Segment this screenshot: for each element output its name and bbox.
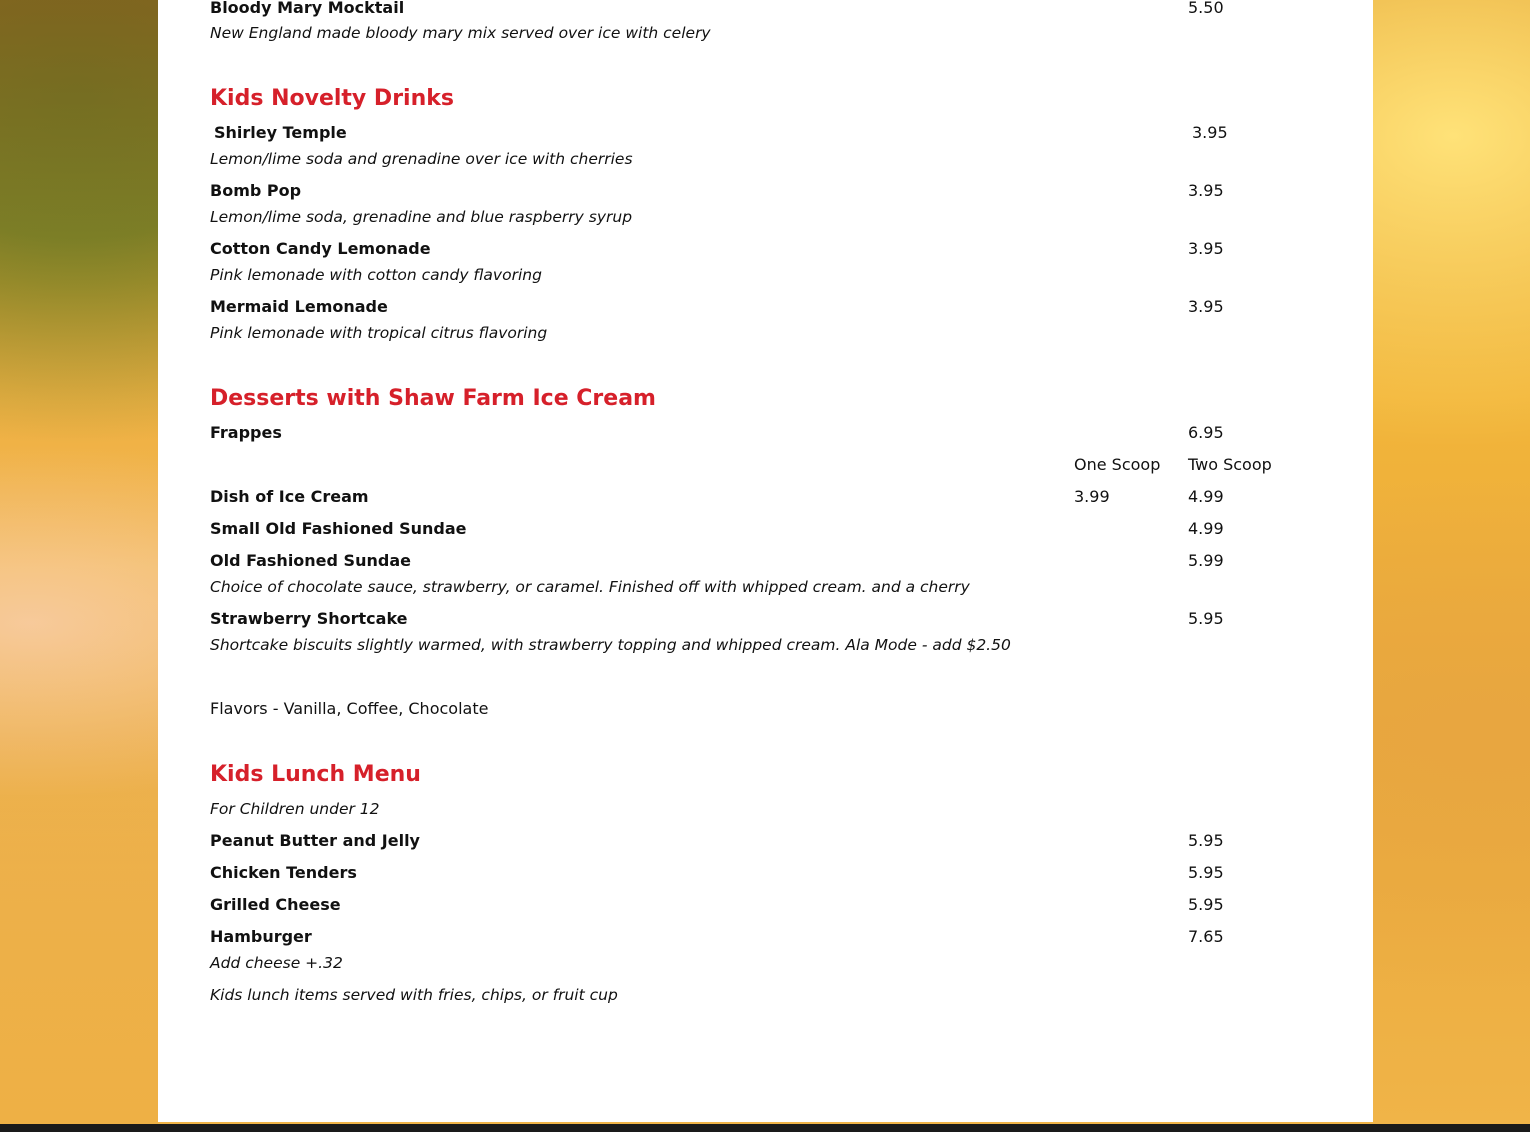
menu-item-price: 3.95 — [1188, 239, 1224, 258]
section-title-desserts: Desserts with Shaw Farm Ice Cream — [210, 386, 656, 411]
menu-item-description: Lemon/lime soda and grenadine over ice with cherries — [210, 150, 633, 168]
menu-item-name: Hamburger — [210, 927, 312, 946]
column-header-two-scoop: Two Scoop — [1188, 455, 1272, 474]
section-subtitle: For Children under 12 — [210, 800, 380, 818]
menu-item-price: 6.95 — [1188, 423, 1224, 442]
menu-item-description: Pink lemonade with cotton candy flavoring — [210, 266, 542, 284]
menu-item-name: Old Fashioned Sundae — [210, 551, 411, 570]
menu-item-description: Add cheese +.32 — [210, 954, 343, 972]
menu-item-name: Mermaid Lemonade — [210, 297, 388, 316]
menu-item-price: 5.95 — [1188, 895, 1224, 914]
menu-item-price: 5.99 — [1188, 551, 1224, 570]
menu-item-description: Pink lemonade with tropical citrus flavoring — [210, 324, 548, 342]
menu-item-price: 5.95 — [1188, 609, 1224, 628]
menu-item-name: Small Old Fashioned Sundae — [210, 519, 467, 538]
menu-item-description: New England made bloody mary mix served over ice with celery — [210, 24, 711, 42]
menu-item-price: 3.95 — [1188, 297, 1224, 316]
menu-item-name: Bomb Pop — [210, 181, 302, 200]
menu-item-description: Shortcake biscuits slightly warmed, with strawberry topping and whipped cream. Ala Mode - add $2.50 — [210, 636, 1011, 654]
menu-item-name: Dish of Ice Cream — [210, 487, 369, 506]
menu-item-price: 5.95 — [1188, 863, 1224, 882]
menu-item-name: Cotton Candy Lemonade — [210, 239, 431, 258]
section-title-kids-lunch-menu: Kids Lunch Menu — [210, 762, 421, 787]
menu-item-name: Peanut Butter and Jelly — [210, 831, 420, 850]
menu-item-description: Choice of chocolate sauce, strawberry, or caramel. Finished off with whipped cream. and a cherry — [210, 578, 970, 596]
menu-item-price: 3.95 — [1192, 123, 1228, 142]
menu-item-price-one-scoop: 3.99 — [1074, 487, 1110, 506]
menu-item-price: 4.99 — [1188, 519, 1224, 538]
menu-item-name: Chicken Tenders — [210, 863, 357, 882]
menu-item-price: 7.65 — [1188, 927, 1224, 946]
bottom-bar — [0, 1124, 1530, 1132]
menu-item-name: Grilled Cheese — [210, 895, 341, 914]
section-title-kids-novelty-drinks: Kids Novelty Drinks — [210, 86, 454, 111]
kids-lunch-footer-note: Kids lunch items served with fries, chips, or fruit cup — [210, 986, 618, 1004]
menu-item-name: Bloody Mary Mocktail — [210, 0, 405, 17]
menu-item-price: 5.50 — [1188, 0, 1224, 17]
menu-item-price-two-scoop: 4.99 — [1188, 487, 1224, 506]
menu-panel — [158, 0, 1373, 1122]
menu-item-name: Frappes — [210, 423, 282, 442]
column-header-one-scoop: One Scoop — [1074, 455, 1161, 474]
menu-item-name: Strawberry Shortcake — [210, 609, 408, 628]
background-image — [0, 0, 158, 1132]
menu-item-description: Lemon/lime soda, grenadine and blue raspberry syrup — [210, 208, 633, 226]
menu-item-price: 3.95 — [1188, 181, 1224, 200]
menu-item-price: 5.95 — [1188, 831, 1224, 850]
flavors-note: Flavors - Vanilla, Coffee, Chocolate — [210, 699, 489, 718]
menu-item-name: Shirley Temple — [214, 123, 347, 142]
